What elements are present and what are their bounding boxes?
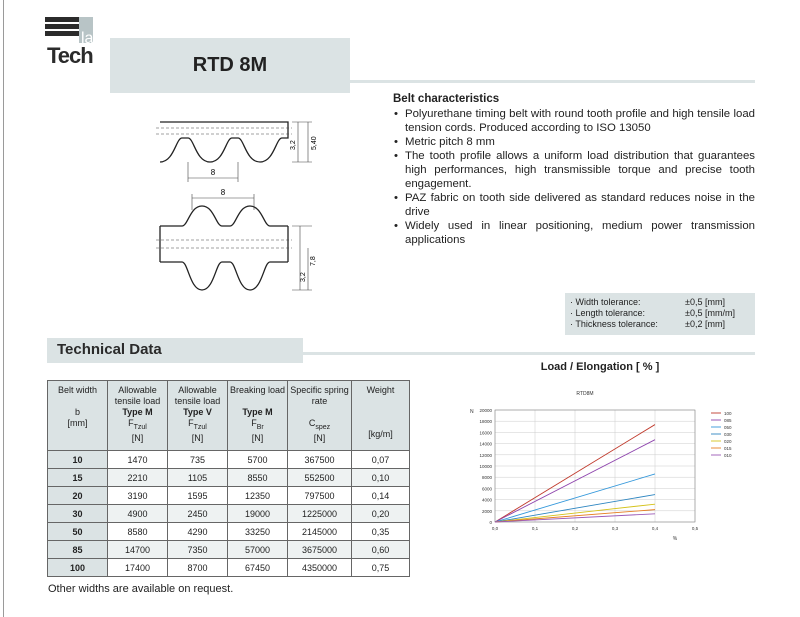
- characteristic-item: • The tooth profile allows a uniform load distribution that guarantees high performances, high transmissible torque and precise tooth engagement.: [393, 149, 755, 191]
- x-tick-label: 0,1: [531, 526, 539, 531]
- logo-mark: la: [81, 30, 94, 47]
- table-cell: 797500: [288, 487, 352, 505]
- table-cell: 367500: [288, 451, 352, 469]
- header-tensile-v: Allowable tensile load Type V $F_{Tzul}$ [N]: [168, 381, 228, 451]
- table-cell: 2210: [108, 469, 168, 487]
- table-cell: 5700: [228, 451, 288, 469]
- cell-belt-width: 85: [48, 541, 108, 559]
- x-tick-label: 0,5: [691, 526, 699, 531]
- x-tick-label: 0,4: [651, 526, 659, 531]
- x-tick-label: 0,0: [491, 526, 499, 531]
- tolerance-value: ±0,5 [mm/m]: [685, 308, 735, 318]
- table-cell: 3190: [108, 487, 168, 505]
- header-breaking-load: Breaking load Type M $F_{Br}$ [N]: [228, 381, 288, 451]
- y-tick-label: 14000: [479, 441, 492, 447]
- table-row: [48, 451, 410, 469]
- table-cell: 4900: [108, 505, 168, 523]
- characteristic-item: • Widely used in linear positioning, medium power transmission applications: [393, 219, 755, 247]
- legend-label: 100: [724, 411, 732, 416]
- table-cell: 0,10: [352, 469, 410, 487]
- table-cell: 1595: [168, 487, 228, 505]
- tolerance-label: · Width tolerance:: [570, 297, 641, 307]
- technical-data-heading: Technical Data: [57, 341, 162, 358]
- table-cell: 2450: [168, 505, 228, 523]
- y-tick-label: 10000: [479, 464, 492, 469]
- dim-double-tooth: 3,2: [300, 272, 307, 282]
- cell-belt-width: 50: [48, 523, 108, 541]
- belt-characteristics: [393, 92, 755, 247]
- product-title: RTD 8M: [192, 54, 268, 76]
- table-cell: 0,35: [352, 523, 410, 541]
- technical-data-rule: [303, 352, 755, 355]
- characteristic-item: • Metric pitch 8 mm: [393, 135, 755, 149]
- table-cell: 0,75: [352, 559, 410, 577]
- table-cell: 1105: [168, 469, 228, 487]
- chart-heading: Load / Elongation [ % ]: [540, 361, 660, 373]
- cell-belt-width: 10: [48, 451, 108, 469]
- table-cell: 17400: [108, 559, 168, 577]
- table-row: [48, 469, 410, 487]
- x-tick-label: 0,3: [611, 526, 619, 531]
- y-tick-label: 16000: [479, 430, 492, 436]
- table-cell: 67450: [228, 559, 288, 577]
- characteristic-item: • PAZ fabric on tooth side delivered as standard reduces noise in the drive: [393, 191, 755, 219]
- belt-profile-diagram: [150, 110, 330, 310]
- table-cell: 57000: [228, 541, 288, 559]
- table-cell: 33250: [228, 523, 288, 541]
- cell-belt-width: 15: [48, 469, 108, 487]
- technical-data-heading-box: [47, 338, 303, 363]
- dim-pitch-top: 8: [210, 168, 216, 177]
- cell-belt-width: 100: [48, 559, 108, 577]
- table-cell: 8550: [228, 469, 288, 487]
- y-tick-label: 4000: [481, 497, 492, 503]
- y-tick-label: 6000: [481, 486, 492, 492]
- table-row: [48, 523, 410, 541]
- table-cell: 4290: [168, 523, 228, 541]
- tolerances-box: [565, 293, 755, 335]
- cell-belt-width: 30: [48, 505, 108, 523]
- table-cell: 19000: [228, 505, 288, 523]
- logo-word: Tech: [47, 43, 93, 68]
- table-row: [48, 487, 410, 505]
- company-logo: [45, 17, 97, 69]
- title-rule: [350, 80, 755, 83]
- y-tick-label: 18000: [479, 419, 492, 425]
- tolerance-row: [570, 308, 755, 319]
- y-tick-label: 12000: [479, 452, 492, 458]
- x-axis-label: %: [672, 536, 678, 542]
- y-tick-label: 0: [489, 520, 492, 525]
- chart-title: RTD8M: [576, 391, 594, 397]
- table-cell: 0,07: [352, 451, 410, 469]
- table-cell: 1225000: [288, 505, 352, 523]
- table-cell: 8580: [108, 523, 168, 541]
- table-cell: 1470: [108, 451, 168, 469]
- table-cell: 0,14: [352, 487, 410, 505]
- tolerance-row: [570, 297, 755, 308]
- technical-data-table: [47, 380, 410, 577]
- y-tick-label: 2000: [481, 508, 492, 514]
- header-tensile-m: Allowable tensile load Type M $F_{Tzul}$ [N]: [108, 381, 168, 451]
- table-header-row: [48, 381, 410, 451]
- table-cell: 12350: [228, 487, 288, 505]
- y-tick-label: 8000: [481, 475, 492, 481]
- dim-pitch-bottom: 8: [220, 188, 226, 197]
- table-cell: 0,20: [352, 505, 410, 523]
- table-cell: 8700: [168, 559, 228, 577]
- table-cell: 0,60: [352, 541, 410, 559]
- page-left-border: [3, 0, 4, 617]
- y-tick-label: 20000: [479, 408, 492, 413]
- table-cell: 735: [168, 451, 228, 469]
- product-title-box: [110, 38, 350, 93]
- tolerance-row: [570, 319, 755, 330]
- legend-label: 050: [724, 425, 732, 430]
- table-cell: 552500: [288, 469, 352, 487]
- legend-label: 030: [724, 432, 732, 437]
- tolerance-value: ±0,2 [mm]: [685, 319, 725, 329]
- footnote: Other widths are available on request.: [48, 583, 234, 595]
- dim-double-total: 7,8: [310, 256, 317, 266]
- tolerance-label: · Thickness tolerance:: [570, 319, 658, 329]
- table-cell: 4350000: [288, 559, 352, 577]
- table-cell: 3675000: [288, 541, 352, 559]
- dim-tooth-height: 3,2: [290, 140, 297, 150]
- tolerance-value: ±0,5 [mm]: [685, 297, 725, 307]
- header-spring-rate: Specific spring rate $C_{spez}$ [N]: [288, 381, 352, 451]
- table-cell: 2145000: [288, 523, 352, 541]
- table-row: [48, 541, 410, 559]
- table-row: [48, 559, 410, 577]
- characteristic-item: • Polyurethane timing belt with round tooth profile and high tensile load tension cords. Produced according to ISO 13050: [393, 107, 755, 135]
- tolerance-label: · Length tolerance:: [570, 308, 646, 318]
- legend-label: 015: [724, 446, 732, 451]
- load-elongation-chart: [455, 385, 745, 545]
- x-tick-label: 0,2: [571, 526, 579, 531]
- legend-label: 085: [724, 418, 732, 423]
- table-cell: 7350: [168, 541, 228, 559]
- table-row: [48, 505, 410, 523]
- dim-total-height: 5,40: [311, 136, 318, 150]
- y-axis-label: N: [470, 409, 474, 415]
- legend-label: 010: [724, 453, 732, 458]
- cell-belt-width: 20: [48, 487, 108, 505]
- header-weight: Weight [kg/m]: [352, 381, 410, 451]
- table-cell: 14700: [108, 541, 168, 559]
- header-belt-width: Belt width b [mm]: [48, 381, 108, 451]
- characteristics-heading: Belt characteristics: [393, 93, 500, 105]
- characteristics-list: [393, 107, 755, 247]
- legend-label: 020: [724, 439, 732, 444]
- logo-bars: [45, 17, 79, 38]
